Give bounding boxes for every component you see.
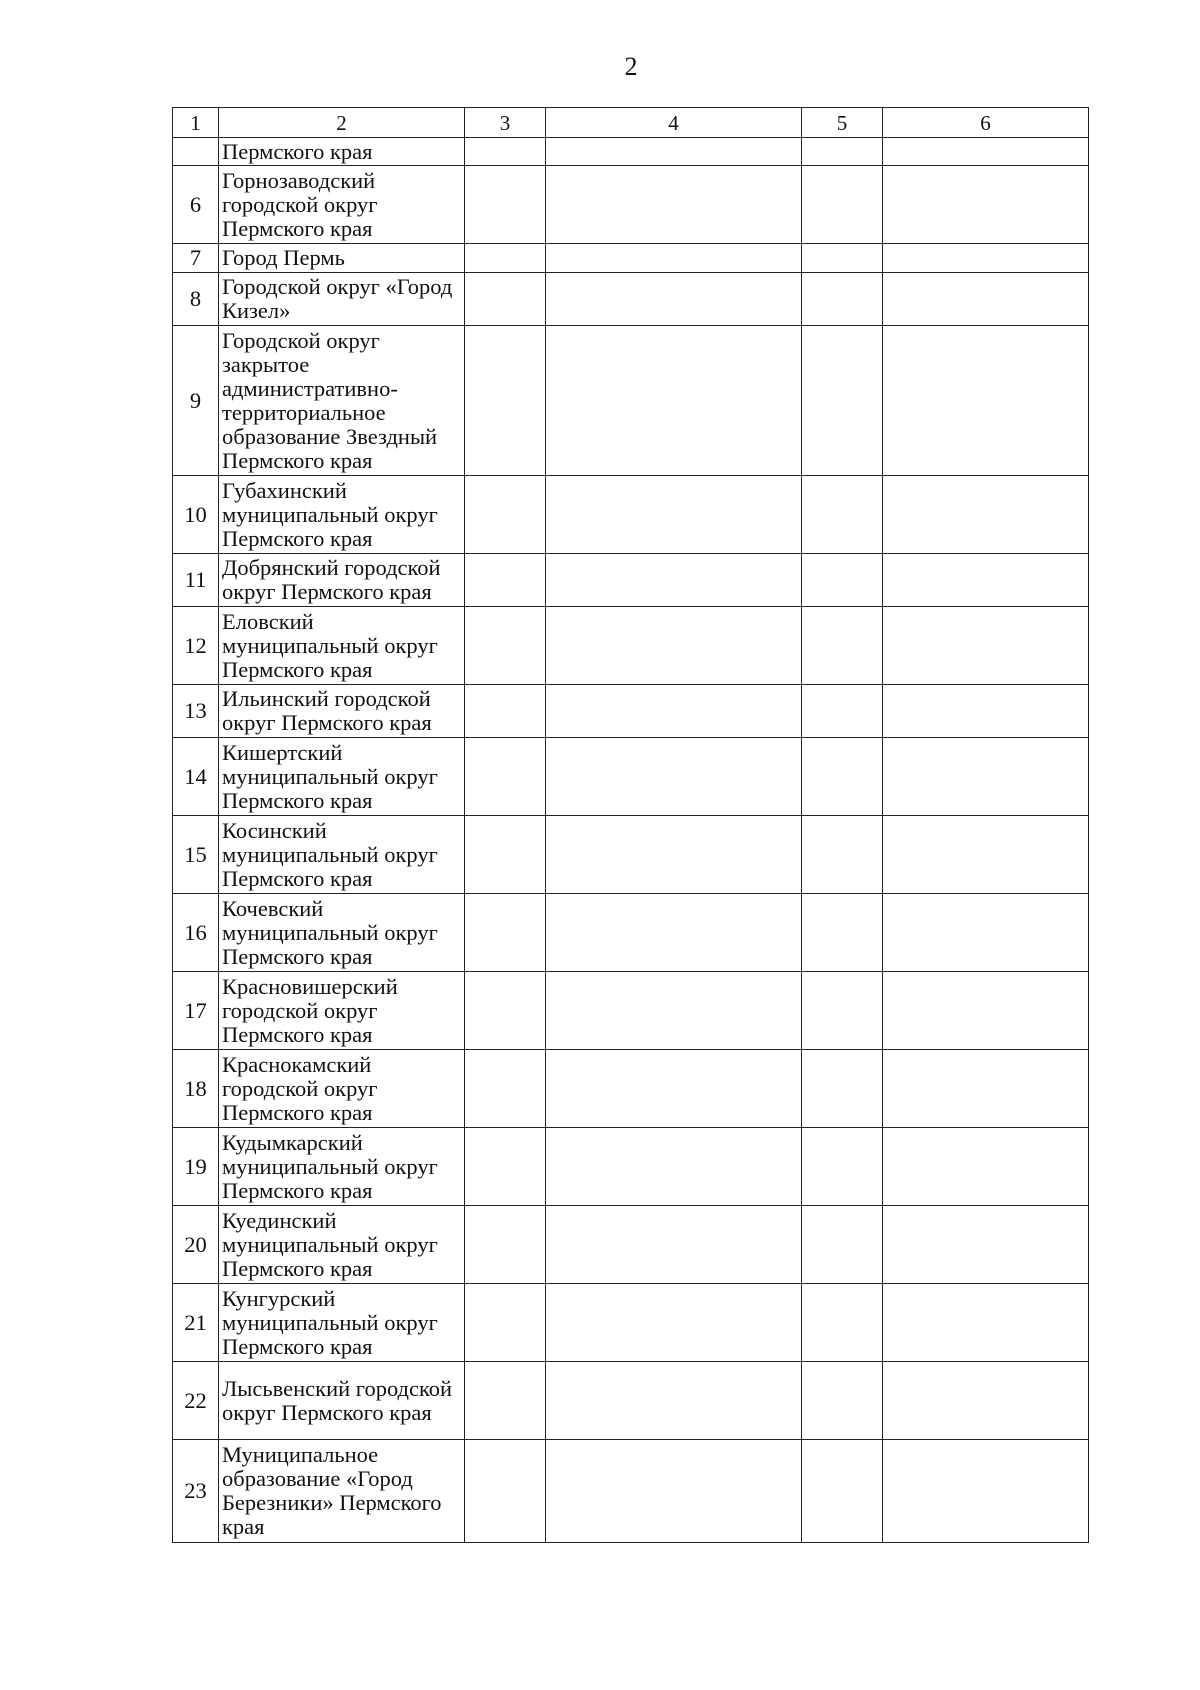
- municipality-name-cell: Краснокамский городской округ Пермского края: [219, 1050, 465, 1128]
- column-5-cell: [802, 138, 883, 166]
- municipality-name-cell: Кишертский муниципальный округ Пермского края: [219, 738, 465, 816]
- column-3-cell: [465, 738, 546, 816]
- table-row: [173, 1362, 1089, 1440]
- row-number-cell: 16: [173, 894, 219, 972]
- table-row: [173, 1128, 1089, 1206]
- column-6-cell: [883, 894, 1089, 972]
- column-4-cell: [546, 685, 802, 738]
- column-header-1: 1: [173, 108, 219, 138]
- row-number-cell: 11: [173, 554, 219, 607]
- table-row: [173, 738, 1089, 816]
- column-6-cell: [883, 554, 1089, 607]
- column-4-cell: [546, 1440, 802, 1543]
- column-5-cell: [802, 1440, 883, 1543]
- column-5-cell: [802, 738, 883, 816]
- column-3-cell: [465, 894, 546, 972]
- column-4-cell: [546, 972, 802, 1050]
- column-3-cell: [465, 972, 546, 1050]
- row-number-cell: [173, 138, 219, 166]
- column-5-cell: [802, 326, 883, 476]
- municipality-name-cell: Губахинский муниципальный округ Пермского края: [219, 476, 465, 554]
- column-6-cell: [883, 972, 1089, 1050]
- row-number-cell: 18: [173, 1050, 219, 1128]
- table-row: [173, 1206, 1089, 1284]
- column-4-cell: [546, 1128, 802, 1206]
- row-number-cell: 8: [173, 273, 219, 326]
- column-3-cell: [465, 607, 546, 685]
- row-number-cell: 10: [173, 476, 219, 554]
- column-3-cell: [465, 1206, 546, 1284]
- table-row: [173, 1050, 1089, 1128]
- column-6-cell: [883, 1284, 1089, 1362]
- column-5-cell: [802, 1206, 883, 1284]
- municipality-name-cell: Косинский муниципальный округ Пермского края: [219, 816, 465, 894]
- column-header-5: 5: [802, 108, 883, 138]
- column-3-cell: [465, 1128, 546, 1206]
- column-3-cell: [465, 244, 546, 273]
- column-6-cell: [883, 685, 1089, 738]
- municipality-name-cell: Пермского края: [219, 138, 465, 166]
- column-5-cell: [802, 1050, 883, 1128]
- column-3-cell: [465, 1284, 546, 1362]
- column-3-cell: [465, 273, 546, 326]
- municipality-name-cell: Городской округ закрытое административно-территориальное образование Звездный Пермского края: [219, 326, 465, 476]
- column-3-cell: [465, 476, 546, 554]
- column-3-cell: [465, 166, 546, 244]
- column-5-cell: [802, 1362, 883, 1440]
- page-number: 2: [624, 52, 638, 81]
- row-number-cell: 9: [173, 326, 219, 476]
- column-5-cell: [802, 1128, 883, 1206]
- column-6-cell: [883, 138, 1089, 166]
- column-6-cell: [883, 1128, 1089, 1206]
- column-4-cell: [546, 273, 802, 326]
- table-row: [173, 273, 1089, 326]
- row-number-cell: 12: [173, 607, 219, 685]
- table-header-row: [173, 108, 1089, 138]
- column-5-cell: [802, 607, 883, 685]
- row-number-cell: 22: [173, 1362, 219, 1440]
- column-6-cell: [883, 1440, 1089, 1543]
- column-header-3: 3: [465, 108, 546, 138]
- column-6-cell: [883, 326, 1089, 476]
- column-4-cell: [546, 1206, 802, 1284]
- column-3-cell: [465, 685, 546, 738]
- column-3-cell: [465, 138, 546, 166]
- column-4-cell: [546, 476, 802, 554]
- table-row: [173, 326, 1089, 476]
- column-6-cell: [883, 1362, 1089, 1440]
- table-body: [173, 138, 1089, 1543]
- column-6-cell: [883, 244, 1089, 273]
- column-header-6: 6: [883, 108, 1089, 138]
- municipality-name-cell: Муниципальное образование «Город Березники» Пермского края: [219, 1440, 465, 1543]
- column-6-cell: [883, 273, 1089, 326]
- column-5-cell: [802, 894, 883, 972]
- row-number-cell: 6: [173, 166, 219, 244]
- column-5-cell: [802, 244, 883, 273]
- municipality-name-cell: Город Пермь: [219, 244, 465, 273]
- table-row: [173, 138, 1089, 166]
- column-header-4: 4: [546, 108, 802, 138]
- municipality-name-cell: Кочевский муниципальный округ Пермского края: [219, 894, 465, 972]
- column-3-cell: [465, 1050, 546, 1128]
- municipality-name-cell: Городской округ «Город Кизел»: [219, 273, 465, 326]
- municipality-name-cell: Куединский муниципальный округ Пермского края: [219, 1206, 465, 1284]
- column-5-cell: [802, 476, 883, 554]
- column-3-cell: [465, 816, 546, 894]
- column-5-cell: [802, 1284, 883, 1362]
- column-header-2: 2: [219, 108, 465, 138]
- column-6-cell: [883, 607, 1089, 685]
- column-3-cell: [465, 554, 546, 607]
- column-4-cell: [546, 816, 802, 894]
- column-6-cell: [883, 476, 1089, 554]
- column-6-cell: [883, 738, 1089, 816]
- column-6-cell: [883, 1050, 1089, 1128]
- column-4-cell: [546, 607, 802, 685]
- column-5-cell: [802, 166, 883, 244]
- row-number-cell: 23: [173, 1440, 219, 1543]
- table-row: [173, 244, 1089, 273]
- municipality-name-cell: Ильинский городской округ Пермского края: [219, 685, 465, 738]
- column-4-cell: [546, 738, 802, 816]
- row-number-cell: 14: [173, 738, 219, 816]
- column-4-cell: [546, 1362, 802, 1440]
- municipality-name-cell: Кунгурский муниципальный округ Пермского края: [219, 1284, 465, 1362]
- table-row: [173, 894, 1089, 972]
- column-6-cell: [883, 1206, 1089, 1284]
- column-4-cell: [546, 1284, 802, 1362]
- column-5-cell: [802, 554, 883, 607]
- row-number-cell: 17: [173, 972, 219, 1050]
- column-5-cell: [802, 972, 883, 1050]
- municipality-name-cell: Еловский муниципальный округ Пермского края: [219, 607, 465, 685]
- column-3-cell: [465, 1362, 546, 1440]
- municipality-name-cell: Добрянский городской округ Пермского края: [219, 554, 465, 607]
- column-4-cell: [546, 326, 802, 476]
- row-number-cell: 19: [173, 1128, 219, 1206]
- table-row: [173, 685, 1089, 738]
- column-5-cell: [802, 273, 883, 326]
- column-6-cell: [883, 166, 1089, 244]
- column-3-cell: [465, 326, 546, 476]
- municipality-name-cell: Лысьвенский городской округ Пермского края: [219, 1362, 465, 1440]
- row-number-cell: 13: [173, 685, 219, 738]
- row-number-cell: 7: [173, 244, 219, 273]
- row-number-cell: 21: [173, 1284, 219, 1362]
- column-3-cell: [465, 1440, 546, 1543]
- row-number-cell: 15: [173, 816, 219, 894]
- column-4-cell: [546, 138, 802, 166]
- municipality-name-cell: Горнозаводский городской округ Пермского края: [219, 166, 465, 244]
- column-6-cell: [883, 816, 1089, 894]
- table-row: [173, 1440, 1089, 1543]
- table-row: [173, 166, 1089, 244]
- column-5-cell: [802, 816, 883, 894]
- table-row: [173, 1284, 1089, 1362]
- column-4-cell: [546, 554, 802, 607]
- column-4-cell: [546, 1050, 802, 1128]
- column-4-cell: [546, 244, 802, 273]
- table-row: [173, 476, 1089, 554]
- column-5-cell: [802, 685, 883, 738]
- table-row: [173, 972, 1089, 1050]
- table-row: [173, 816, 1089, 894]
- table-row: [173, 554, 1089, 607]
- municipalities-table: [172, 107, 1089, 1543]
- column-4-cell: [546, 166, 802, 244]
- table-row: [173, 607, 1089, 685]
- row-number-cell: 20: [173, 1206, 219, 1284]
- municipality-name-cell: Кудымкарский муниципальный округ Пермского края: [219, 1128, 465, 1206]
- column-4-cell: [546, 894, 802, 972]
- municipality-name-cell: Красновишерский городской округ Пермского края: [219, 972, 465, 1050]
